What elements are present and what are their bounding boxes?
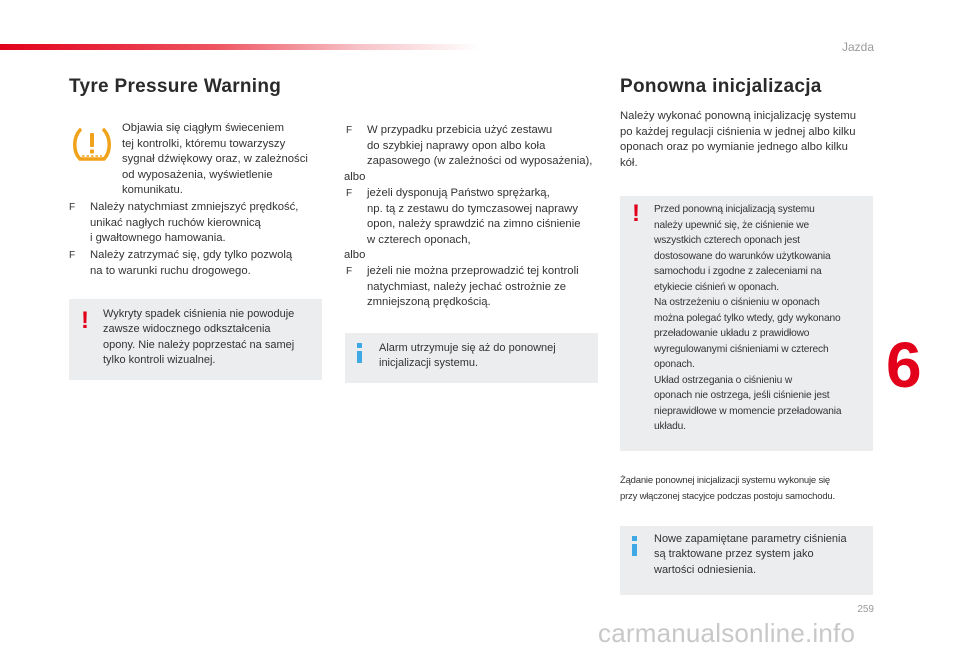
bullet-marker: F <box>346 188 353 199</box>
warning-icon: ! <box>632 200 640 227</box>
bullet-marker: F <box>346 125 353 136</box>
chapter-number: 6 <box>886 329 922 401</box>
middle-bullet-2: F jeżeli dysponują Państwo sprężarką, np. tą z zestawu do tymczasowej naprawy opon, należy sprawdzić na zimno ciśnienie w czterech oponach, <box>346 187 581 246</box>
middle-bullet-3: F jeżeli nie można przeprowadzić tej kontroli natychmiast, należy jechać ostrożnie ze zmniejszoną prędkością. <box>346 265 579 309</box>
left-title: Tyre Pressure Warning <box>69 76 282 97</box>
bullet-marker: F <box>69 202 76 213</box>
left-warning-box <box>69 299 322 380</box>
right-info-box <box>620 526 873 595</box>
middle-info-text: Alarm utrzymuje się aż do ponownej inicjalizacji systemu. <box>379 342 556 370</box>
middle-or-1: albo <box>344 171 366 183</box>
middle-or-2: albo <box>344 249 366 261</box>
left-warning-text: Wykryty spadek ciśnienia nie powoduje zawsze widocznego odkształcenia opony. Nie należy poprzestać na samej tylko kontroli wizualnej. <box>103 308 295 367</box>
right-note: Żądanie ponownej inicjalizacji systemu wykonuje się przy włączonej stacyjce podczas postoju samochodu. <box>620 475 835 502</box>
tyre-pressure-warning-icon <box>72 125 112 165</box>
watermark: carmanualsonline.info <box>598 618 856 648</box>
middle-info-box <box>345 333 598 383</box>
right-intro: Należy wykonać ponowną inicjalizację systemu po każdej regulacji ciśnienia w jednej albo kilku oponach oraz po wymianie jednego albo kilku kół. <box>620 110 857 169</box>
left-bullet-2: F Należy zatrzymać się, gdy tylko pozwolą na to warunki ruchu drogowego. <box>69 249 293 277</box>
bullet-marker: F <box>346 266 353 277</box>
page-number: 259 <box>857 604 874 615</box>
bullet-marker: F <box>69 250 76 261</box>
right-warning-box <box>620 196 873 451</box>
right-title: Ponowna inicjalizacja <box>620 76 822 97</box>
left-bullet-1: F Należy natychmiast zmniejszyć prędkość, unikać nagłych ruchów kierownicą i gwałtownego hamowania. <box>69 201 299 245</box>
middle-bullet-1: F W przypadku przebicia użyć zestawu do szybkiej naprawy opon albo koła zapasowego (w zależności od wyposażenia), <box>346 124 593 168</box>
left-intro: Objawia się ciągłym świeceniem tej kontrolki, któremu towarzyszy sygnał dźwiękowy oraz, w zależności od wyposażenia, wyświetlenie komunikatu. <box>122 122 308 197</box>
section-title: Jazda <box>841 40 874 54</box>
warning-icon: ! <box>81 307 89 334</box>
right-info-text: Nowe zapamiętane parametry ciśnienia są traktowane przez system jako wartości odniesienia. <box>654 533 847 576</box>
right-warning-text: Przed ponowną inicjalizacją systemu należy upewnić się, że ciśnienie we wszystkich czterech oponach jest dostosowane do warunków użytkowania samochodu i zgodne z zaleceniami na etykiecie ciśnień w oponach. Na ostrzeżeniu o ciśnieniu w oponach można polegać tylko wtedy, gdy wykonano przeładowanie układu z prawidłowo wyregulowanymi ciśnieniami w czterech oponach. Układ ostrzegania o ciśnieniu w oponach nie ostrzega, jeśli ciśnienie jest nieprawidłowe w momencie przeładowania układu. <box>654 204 842 432</box>
header-accent-bar <box>0 44 480 50</box>
